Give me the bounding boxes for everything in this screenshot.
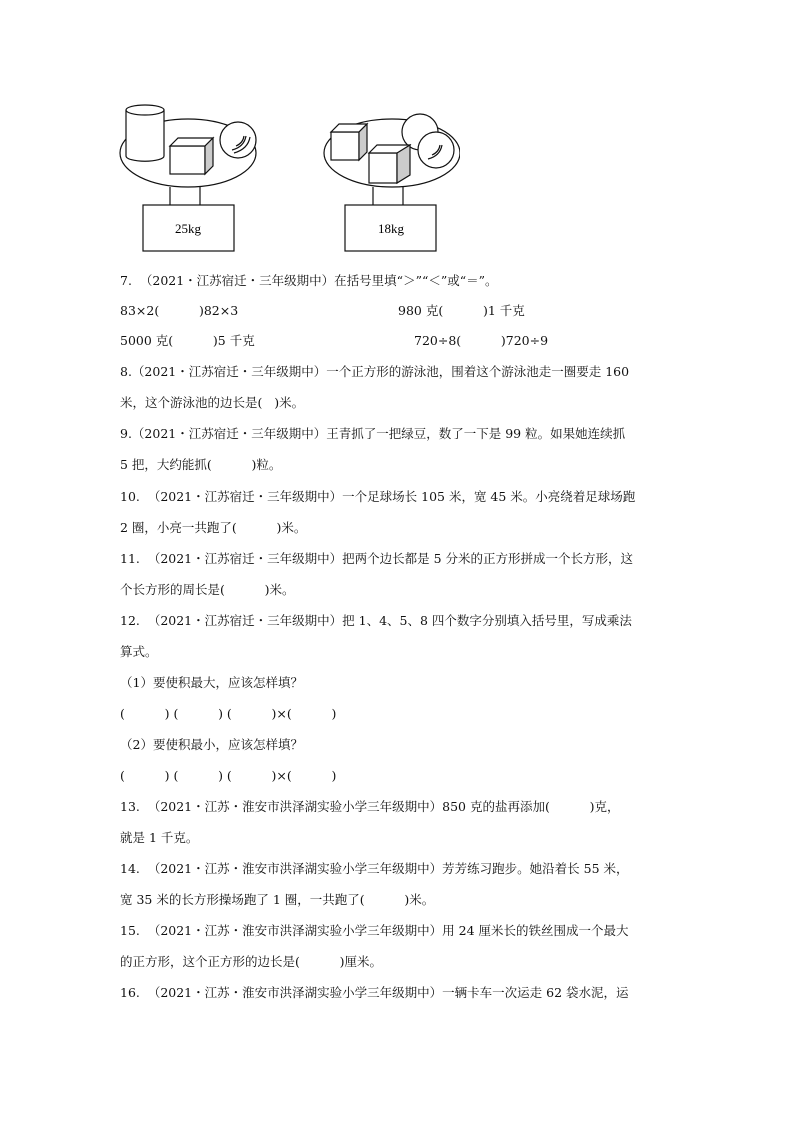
q12-part-2-blanks: ( ) ( ) ( )×( ) [120,768,337,783]
question-14-cont: 宽 35 米的长方形操场跑了 1 圈，一共跑了( )米。 [120,892,435,907]
question-8: 8.（2021・江苏宿迁・三年级期中）一个正方形的游泳池，围着这个游泳池走一圈要走 160 [120,364,630,379]
scale-reading-25kg: 25kg [175,221,201,236]
q7-item: 83×2( )82×3 [120,303,239,318]
q7-item: 720÷8( )720÷9 [414,333,549,348]
question-15: 15. （2021・江苏・淮安市洪泽湖实验小学三年级期中）用 24 厘米长的铁丝围成一个最大 [120,923,629,938]
question-13-cont: 就是 1 千克。 [120,830,199,845]
question-7: 7. （2021・江苏宿迁・三年级期中）在括号里填“＞”“＜”或“＝”。 [120,273,498,288]
question-12: 12. （2021・江苏宿迁・三年级期中）把 1、4、5、8 四个数字分别填入括号里，写成乘法 [120,613,632,628]
question-9-cont: 5 把，大约能抓( )粒。 [120,457,282,472]
question-10-cont: 2 圈，小亮一共跑了( )米。 [120,520,307,535]
question-15-cont: 的正方形，这个正方形的边长是( )厘米。 [120,954,382,969]
question-11: 11. （2021・江苏宿迁・三年级期中）把两个边长都是 5 分米的正方形拼成一个长方形，这 [120,551,634,566]
q12-part-1: （1）要使积最大，应该怎样填？ [120,675,303,690]
scale-reading-18kg: 18kg [378,221,404,236]
question-8-cont: 米，这个游泳池的边长是( )米。 [120,395,305,410]
q7-item: 980 克( )1 千克 [398,303,525,318]
question-11-cont: 个长方形的周长是( )米。 [120,582,295,597]
question-14: 14. （2021・江苏・淮安市洪泽湖实验小学三年级期中）芳芳练习跑步。她沿着长 55 米， [120,861,629,876]
question-12-cont: 算式。 [120,644,158,659]
question-13: 13. （2021・江苏・淮安市洪泽湖实验小学三年级期中）850 克的盐再添加( )克， [120,799,620,814]
q12-part-2: （2）要使积最小，应该怎样填？ [120,737,303,752]
scales-figure [110,95,460,260]
q12-part-1-blanks: ( ) ( ) ( )×( ) [120,706,337,721]
question-9: 9.（2021・江苏宿迁・三年级期中）王青抓了一把绿豆，数了一下是 99 粒。如果她连续抓 [120,426,626,441]
question-16: 16. （2021・江苏・淮安市洪泽湖实验小学三年级期中）一辆卡车一次运走 62 袋水泥，运 [120,985,629,1000]
q7-item: 5000 克( )5 千克 [120,333,255,348]
question-10: 10. （2021・江苏宿迁・三年级期中）一个足球场长 105 米，宽 45 米。小亮绕着足球场跑 [120,489,636,504]
